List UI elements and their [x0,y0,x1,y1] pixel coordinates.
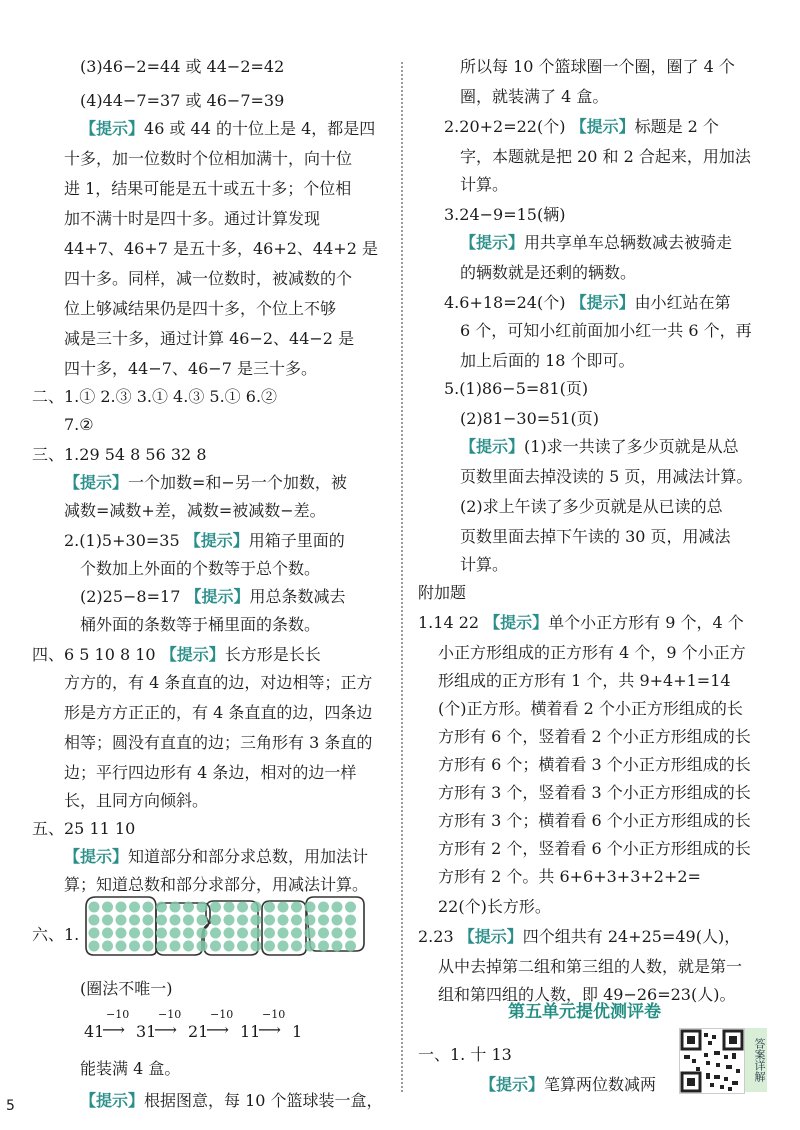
line-text: 7.② [64,415,94,434]
line-text: 减是三十多，通过计算 46−2、44−2 是 [64,329,355,348]
basketball-dot [210,928,221,939]
right-text-line [418,1043,512,1067]
basketball-dot [156,941,167,952]
step-label: −10 [158,1008,182,1021]
basketball-dot [116,928,127,939]
hint-label: 【提示】 [460,437,525,456]
right-text-line [438,697,743,721]
section-title-text: 第五单元提优测评卷 [508,1002,661,1022]
right-text-line [460,465,752,489]
column-divider [401,62,403,1092]
sequence-number: 21 [188,1022,209,1041]
line-text: 五、25 11 10 [32,819,136,838]
line-text: 三、1.29 54 8 56 32 8 [32,445,207,464]
basketball-dot [251,915,262,926]
sequence-number: 41 [84,1022,105,1041]
line-text: 加上后面的 18 个即可。 [460,351,635,370]
qr-code [679,1028,745,1094]
line-text: 22(个)长方形。 [438,897,551,916]
line-text: 44+7、46+7 是五十多，46+2、44+2 是 [64,239,378,258]
left-text-line [80,585,346,609]
line-text: 边；平行四边形有 4 条边，相对的边一样 [64,763,357,782]
basketball-dot [89,902,100,913]
sequence-number: 1 [292,1022,303,1041]
line-text: 减数=减数+差，减数=被减数−差。 [64,501,326,520]
line-text: 六、1. [32,925,80,944]
line-text: 方形有 6 个，竖着看 2 个小正方形组成的长 [438,727,751,746]
hint-label: 【提示】 [184,531,249,550]
basketball-dot [170,902,181,913]
right-text-line [444,377,588,401]
line-text: 能装满 4 盒。 [80,1059,181,1078]
line-text: 根据图意，每 10 个篮球装一盒， [144,1091,383,1110]
left-text-line [32,923,79,947]
line-text: 加不满十时是四十多。通过计算发现 [64,209,321,228]
right-text-line [438,865,701,889]
basketball-dot [291,902,302,913]
right-text-line [460,407,599,431]
left-text-line [64,529,345,553]
basketball-dot [156,902,167,913]
hint-label: 【提示】 [484,613,549,632]
basketball-dot [264,902,275,913]
basketball-dot [251,902,262,913]
right-text-line [460,231,732,255]
basketball-dot [264,915,275,926]
right-text-line [418,925,740,949]
left-text-line [80,1057,180,1081]
basketball-dot [156,928,167,939]
left-text-line [64,297,336,321]
basketball-dot [332,902,343,913]
basketball-dot [116,902,127,913]
hint-label: 【提示】 [570,117,635,136]
basketball-dot [89,915,100,926]
left-text-line [64,147,352,171]
basketball-dot [291,928,302,939]
basketball-dot [183,902,194,913]
line-text: 一、1. 十 13 [418,1045,512,1064]
basketball-dot [332,928,343,939]
basketball-dot [237,941,248,952]
line-text: 四个组共有 24+25=49(人)， [522,927,741,946]
hint-label: 【提示】 [458,927,523,946]
hint-label: 【提示】 [80,1091,145,1110]
hint-label: 【提示】 [570,293,635,312]
left-text-line [64,761,356,785]
line-text: 页数里面去掉下午读的 30 页，用减法 [460,527,731,546]
line-text: 方形有 2 个。共 6+6+3+3+2+2= [438,867,701,886]
left-text-line [32,817,135,841]
line-text: 5.(1)86−5=81(页) [444,379,589,398]
line-text: 方形有 3 个，竖着看 3 个小正方形组成的长 [438,783,751,802]
line-text: 圈，就装满了 4 盒。 [460,87,609,106]
line-text: 所以每 10 个篮球圈一个圈，圈了 4 个 [460,57,735,76]
line-text: 方形有 6 个；横着看 3 个小正方形组成的长 [438,755,751,774]
line-text: (3)46−2=44 或 44−2=42 [80,57,285,76]
basketball-dot [332,915,343,926]
line-text: 1.14 22 [418,613,485,632]
left-text-line [64,207,320,231]
left-text-line [80,1089,383,1113]
basketball-dot [264,941,275,952]
left-text-line [80,117,375,141]
basketball-dot [170,941,181,952]
right-text-line [480,1073,656,1097]
line-text: 字，本题就是把 20 和 2 合起来，用加法 [460,147,751,166]
right-text-line [460,349,635,373]
right-text-line [438,895,551,919]
left-text-line [32,443,207,467]
sequence-number: 11 [240,1022,261,1041]
line-text: (2)81−30=51(页) [460,409,600,428]
left-text-line [64,789,208,813]
sequence-number: 31 [136,1022,157,1041]
basketball-dot [305,928,316,939]
line-text: 2.(1)5+30=35 [64,531,185,550]
qr-label: 答案详解 [745,1028,767,1092]
basketball-dot [345,928,356,939]
hint-label: 【提示】 [480,1075,545,1094]
arrow-icon: ⟶ [154,1020,177,1039]
line-text: 的辆数就是还剩的辆数。 [460,263,637,282]
basketball-dot [170,915,181,926]
left-text-line [64,701,372,725]
line-text: (个)正方形。横着看 2 个小正方形组成的长 [438,699,743,718]
left-text-line [80,55,284,79]
line-text: 相等；圆没有直直的边；三角形有 3 条直的 [64,733,373,752]
basketball-dot [305,902,316,913]
line-text: 十多，加一位数时个位相加满十，向十位 [64,149,353,168]
left-text-line [64,327,354,351]
basketball-dot [129,902,140,913]
basketball-dot [237,928,248,939]
right-text-line [460,145,751,169]
line-text: 笔算两位数减两 [544,1075,657,1094]
right-text-line [460,495,723,519]
line-text: 组和第四组的人数，即 49−26=23(人)。 [438,985,736,1004]
basketball-dot [143,902,154,913]
line-text: 由小红站在第 [634,293,731,312]
line-text: 2.20+2=22(个) [444,117,571,136]
line-text: 6 个，可知小红前面加小红一共 6 个，再 [460,321,752,340]
basketball-dot [278,902,289,913]
left-text-line [64,237,378,261]
basketball-dot [210,941,221,952]
line-text: 个数加上外面的个数等于总个数。 [80,559,321,578]
left-text-line [80,613,320,637]
left-text-line [32,643,321,667]
line-text: 标题是 2 个 [634,117,719,136]
hint-label: 【提示】 [64,847,129,866]
right-text-line [460,85,608,109]
line-text: 计算。 [460,175,509,194]
right-text-line [438,753,751,777]
line-text: 二、1.① 2.③ 3.① 4.③ 5.① 6.② [32,387,278,406]
basketball-dot [116,941,127,952]
right-text-line [460,55,735,79]
line-text: 方形有 3 个；横着看 6 个小正方形组成的长 [438,811,751,830]
basketball-dot [345,941,356,952]
basketball-dot [129,941,140,952]
right-text-line [460,319,752,343]
basketball-dot [116,915,127,926]
basketball-dot [264,928,275,939]
basketball-dot [89,941,100,952]
basketball-dot [129,915,140,926]
right-text-line [418,611,744,635]
hint-label: 【提示】 [460,233,525,252]
step-label: −10 [106,1008,130,1021]
basketball-dot [102,902,113,913]
line-text: 进 1，结果可能是五十或五十多；个位相 [64,179,352,198]
line-text: 用箱子里面的 [248,531,345,550]
basketball-dot [237,902,248,913]
right-text-line [438,669,731,693]
line-text: (2)求上午读了多少页就是从已读的总 [460,497,723,516]
right-text-line [444,203,565,227]
right-text-line [438,955,742,979]
line-text: 46 或 44 的十位上是 4，都是四 [144,119,376,138]
subtraction-sequence [84,1010,344,1046]
left-text-line [64,471,347,495]
right-text-line [460,261,636,285]
basketball-dot [183,915,194,926]
right-text-line [438,725,751,749]
right-text-line [460,435,739,459]
basketball-dot [210,902,221,913]
step-label: −10 [262,1008,286,1021]
basketball-dot [224,902,235,913]
right-text-line [444,115,719,139]
basketball-dot [143,915,154,926]
left-text-line [64,845,368,869]
basketball-dot [197,928,208,939]
line-text: 四十多，44−7、46−7 是三十多。 [64,359,317,378]
basketball-dot [345,915,356,926]
line-text: (2)25−8=17 [80,587,186,606]
basketball-dot [318,902,329,913]
hint-label: 【提示】 [160,645,225,664]
arrow-icon: ⟶ [258,1020,281,1039]
basketball-dot [183,941,194,952]
basketball-dot [143,928,154,939]
line-text: 一个加数=和−另一个加数，被 [128,473,347,492]
line-text: 知道部分和部分求总数，用加法计 [128,847,369,866]
basketball-dot [237,915,248,926]
section-title [508,1000,661,1024]
basketball-dot [197,902,208,913]
left-text-line [64,413,94,437]
line-text: 位上够减结果仍是四十多，个位上不够 [64,299,337,318]
arrow-icon: ⟶ [102,1020,125,1039]
line-text: 长方形是长长 [224,645,321,664]
basketball-dot [197,941,208,952]
line-text: 从中去掉第二组和第三组的人数，就是第一 [438,957,743,976]
line-text: 4.6+18=24(个) [444,293,571,312]
line-text: 页数里面去掉没读的 5 页，用减法计算。 [460,467,753,486]
right-text-line [460,525,731,549]
right-text-line [438,781,751,805]
left-text-line [64,177,351,201]
basketball-dot [102,941,113,952]
right-text-line [444,291,731,315]
right-text-line [460,173,508,197]
left-text-line [32,385,277,409]
basketball-dot [102,928,113,939]
line-text: 桶外面的条数等于桶里面的条数。 [80,615,321,634]
line-text: 方形有 2 个，竖着看 6 个小正方形组成的长 [438,839,751,858]
line-text: 方方的，有 4 条直直的边，对边相等；正方 [64,673,373,692]
arrow-icon: ⟶ [206,1020,229,1039]
line-text: 单个小正方形有 9 个，4 个 [548,613,744,632]
line-text: 形组成的正方形有 1 个，共 9+4+1=14 [438,671,731,690]
basketball-dot [251,928,262,939]
line-text: 小正方形组成的正方形有 4 个，9 个小正方 [438,643,746,662]
basketball-dot [305,941,316,952]
basketball-dot [318,941,329,952]
basketball-dot [89,928,100,939]
line-text: 形是方方正正的，有 4 条直直的边，四条边 [64,703,373,722]
basketball-dot [278,915,289,926]
line-text: 四、6 5 10 8 10 [32,645,161,664]
line-text: 计算。 [460,555,509,574]
line-text: 附加题 [418,583,467,602]
line-text: 2.23 [418,927,459,946]
hint-label: 【提示】 [80,119,145,138]
right-text-line [418,581,466,605]
bead-grouping-figure [84,893,366,957]
right-text-line [438,837,751,861]
line-text: 算；知道总数和部分求部分，用减法计算。 [64,875,369,894]
basketball-dot [305,915,316,926]
hint-label: 【提示】 [185,587,250,606]
line-text: 用共享单车总辆数减去被骑走 [524,233,733,252]
basketball-dot [129,928,140,939]
basketball-dot [183,928,194,939]
step-label: −10 [210,1008,234,1021]
basketball-dot [318,915,329,926]
line-text: (1)求一共读了多少页就是从总 [524,437,739,456]
basketball-dot [197,915,208,926]
left-text-line [80,89,284,113]
line-text: (圈法不唯一) [80,979,173,998]
left-text-line [64,499,326,523]
line-text: 长，且同方向倾斜。 [64,791,209,810]
basketball-dot [291,941,302,952]
basketball-dot [224,915,235,926]
left-text-line [64,731,372,755]
basketball-dot [143,941,154,952]
basketball-dot [224,928,235,939]
basketball-dot [210,915,221,926]
basketball-dot [318,928,329,939]
left-text-line [64,357,317,381]
basketball-dot [156,915,167,926]
left-text-line [64,267,352,291]
basketball-dot [224,941,235,952]
page-number: 5 [6,1098,15,1114]
basketball-dot [170,928,181,939]
line-text: 3.24−9=15(辆) [444,205,566,224]
line-text: (4)44−7=37 或 46−7=39 [80,91,285,110]
left-text-line [64,671,372,695]
basketball-dot [278,928,289,939]
right-text-line [438,641,746,665]
right-text-line [460,553,508,577]
line-text: 用总条数减去 [249,587,346,606]
basketball-dot [278,941,289,952]
left-text-line [80,977,173,1001]
basketball-dot [345,902,356,913]
line-text: 四十多。同样，减一位数时，被减数的个 [64,269,353,288]
right-text-line [438,809,751,833]
hint-label: 【提示】 [64,473,129,492]
left-text-line [80,557,320,581]
basketball-dot [332,941,343,952]
basketball-dot [102,915,113,926]
basketball-dot [291,915,302,926]
basketball-dot [251,941,262,952]
